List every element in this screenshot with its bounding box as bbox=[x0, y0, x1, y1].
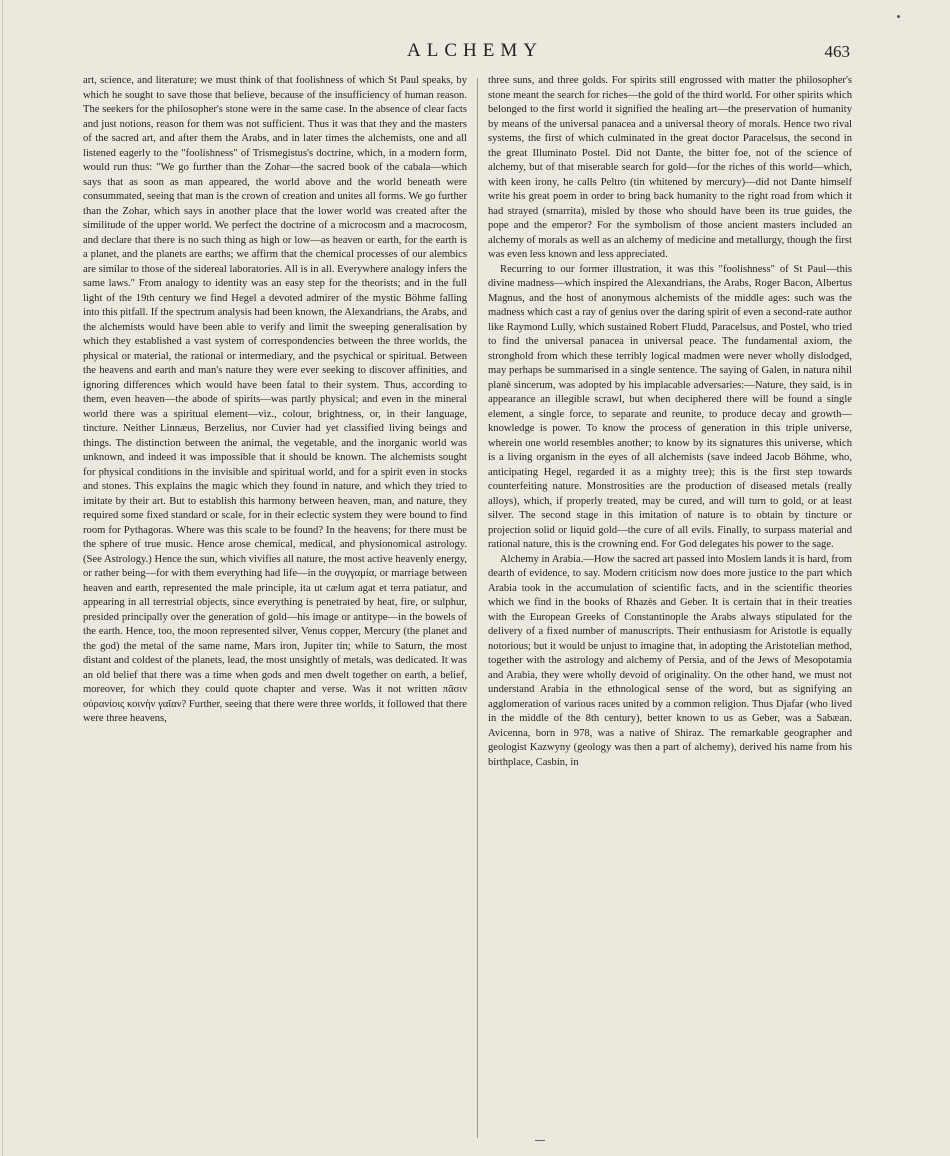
running-title: ALCHEMY bbox=[407, 40, 543, 61]
right-column bbox=[488, 74, 852, 1144]
page-header bbox=[0, 40, 950, 70]
left-column bbox=[83, 74, 467, 1144]
page-number: 463 bbox=[824, 42, 850, 61]
ink-dot bbox=[897, 15, 900, 18]
paragraph: three suns, and three golds. For spirits still engrossed with matter the philosopher's stone meant the search for riches—the gold of the third world. For other spirits which belonged to the first world it signified the healing art—the preservation of humanity by means of the universal panacea and a universal theory of morals. Hence two rival systems, the first of which culminated in the great doctor Paracelsus, the second in the great Illuminato Postel. Did not Dante, the bitter foe, not of the science of alchemy, but of that miserable search for gold—for the riches of this world—which, with keen irony, he calls Peltro (tin whitened by mercury)—did not Dante himself write his great poem in order to bring back humanity to the right road from which it had strayed (smarrita), misled by those who should have been its true guides, the pope and the emperor? For the symbolism of those ancient masters included an alchemy of morals as well as an alchemy of medicine and metallurgy, though the first was even less known and less appreciated. bbox=[488, 75, 852, 260]
paragraph: Alchemy in Arabia.—How the sacred art passed into Moslem lands it is hard, from dearth of evidence, to say. Modern criticism now does more justice to the part which Arabia took in the accumulation of scientific facts, and in the scientific theories which we find in the books of Rhazès and Geber. It is certain that in their treaties with the European Greeks of Constantinople the Arabs always stipulated for the delivery of a fixed number of manuscripts. Their enthusiasm for Aristotle is equally notorious; but it would be unjust to imagine that, in adopting the Aristotelian method, together with the astrology and alchemy of Persia, and of the Jews of Mesopotamia and Arabia, they were wholly devoid of originality. On the other hand, we must not understand Arabia in the ethnological sense of the word, but as signifying an agglomeration of various races united by a common religion. Thus Djafar (who lived in the middle of the 8th century), better known to us as Geber, was a Sabæan. Avicenna, born in 978, was a native of Shiraz. The remarkable geographer and geologist Kazwyny (geology was then a part of alchemy), derived his name from his birthplace, Casbin, in bbox=[488, 553, 852, 768]
paragraph: Recurring to our former illustration, it was this "foolishness" of St Paul—this divine madness—which inspired the Alexandrians, the Arabs, Roger Bacon, Albertus Magnus, and the host of anonymous alchemists of the middle ages: such was the madness which cast a ray of genius over the daring spirit of even a second-rate author like Raymond Lully, which sustained Robert Fludd, Paracelsus, and Postel, who tried to find the universal panacea in universal peace. The fundamental axiom, the stronghold from which these terribly logical madmen were never wholly dislodged, may perhaps be summarised in a single sentence. The saying of Galen, in natura nihil planè sincerum, was adopted by his implacable adversaries:—Nature, they said, is in appearance an illegible scrawl, but when deciphered there will be found a single element, a single force, to separate and reunite, to produce decay and growth—knowledge is power. To know the process of generation in this triple universe, wherein one world resembles another; to know by its signatures this universe, which is a living organism in the eyes of all alchemists (save indeed Jacob Böhme, who, anticipating Hegel, regarded it as a mighty tree); this is the first step towards counterfeiting nature. Monstrosities are the production of diseased metals (really alloys), which, if properly treated, may be cured, and will turn to gold, or at least silver. The second stage in this imitation of nature is to obtain by tincture or projection solid or liquid gold—the cure of all evils. Finally, to surpass material and rational nature, this is the crowning end. For God delegates his power to the sage. bbox=[488, 263, 852, 550]
bottom-mark bbox=[535, 1140, 545, 1141]
column-divider bbox=[477, 78, 478, 1138]
paragraph: art, science, and literature; we must think of that foolishness of which St Paul speaks, by which he sought to save those that believe, because of the insufficiency of human reason. The seekers for the philosopher's stone were in the same case. In the absence of clear facts and just notions, reason for them was not sufficient. Thus it was that they and the masters of the sacred art, and after them the Arabs, and in later times the alchemists, one and all listened eagerly to the "foolishness" of Trismegistus's doctrine, which, in a modern form, would run thus: "We go further than the Zohar—the sacred book of the cabala—which says that as soon as man appeared, the world above and the world beneath were consummated, seeing that man is the crown of creation and unites all forms. We go further than the Zohar, which says in another place that the lower world was created after the similitude of the upper world. We perfect the doctrine of a microcosm and a macrocosm, and declare that there is no such thing as high or low—as heaven or earth, for the earth is a planet, and the planets are earths; we affirm that the chemical processes of our alembics are similar to those of the sidereal laboratories. All is in all. Everywhere analogy infers the same laws." From analogy to identity was an easy step for the theorists; and in the full light of the 19th century we find Hegel a devoted admirer of the mystic Böhme falling into this pitfall. If the spectrum analysis had been known, the Alexandrians, the Arabs, and the alchemists would have been able to verify and limit the sweeping generalisation by which they established a vast system of correspondencies between the three worlds, the physical or material, the rational or intermediary, and the psychical or spiritual. Between the heavens and earth and man's nature they were ever seeking to discover affinities, and ignoring differences which would have been fatal to their system. Thus, according to them, even heaven—the abode of spirits—was partly physical; and even in the mineral world there was a spiritual element—viz., colour, brightness, or, in their language, tincture. Neither Linnæus, Berzelius, nor Cuvier had yet classified living beings and things. The distinction between the animal, the vegetable, and the inorganic world was unknown, and indeed it was impossible that it should be known. The alchemists sought for physical conditions in the invisible and spiritual world, and for a spirit even in stocks and stones. This explains the magic which they found in nature, and which they tried to imitate by their art. But to establish this harmony between heaven, man, and nature, they required some fixed standard or scale, for in their eclectic system they were bound to find room for Pythagoras. Where was this scale to be found? In the heavens; for there must be the sphere of true music. Hence arose chemical, medical, and physionomical astrology. (See Astrology.) Hence the sun, which vivifies all nature, the most active heavenly energy, or rather being—for with them everything had life—in the συγγαμία, or marriage between heaven and earth, represented the male principle, ita ut cælum agat et terra patiatur, and appearing in all terrestrial objects, since everything is penetrated by heat, fire, or sulphur, presided principally over the generation of gold—his image or antitype—in the bowels of the earth. Hence, too, the moon represented silver, Venus copper, Mercury (the planet and the god) the metal of the same name, Mars iron, Jupiter tin; while to Saturn, the most distant and coldest of the planets, lead, the most unsightly of metals, was dedicated. It was an old belief that there was a time when gods and men dwelt together on earth, a belief, moreover, for which they could quote chapter and verse. Was it not written πᾶσιν οὐρανίοις κοινὴν γαῖαν? Further, seeing that there were three worlds, it followed that there were three heavens, bbox=[83, 75, 467, 724]
page-edge bbox=[2, 0, 3, 1156]
